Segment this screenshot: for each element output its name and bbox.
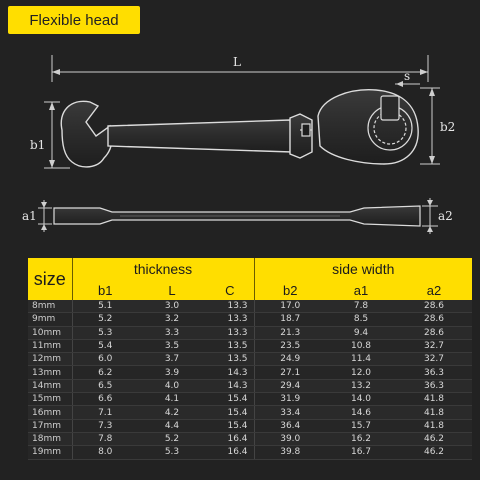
b1-cell: 7.3 xyxy=(72,419,138,432)
size-cell: 13mm xyxy=(28,366,72,379)
a2-cell: 46.2 xyxy=(396,432,472,445)
b2-cell: 18.7 xyxy=(254,313,326,326)
a1-cell: 16.2 xyxy=(326,432,396,445)
c-cell: 16.4 xyxy=(206,432,254,445)
side-width-header: side width xyxy=(254,258,472,280)
b1-cell: 8.0 xyxy=(72,446,138,459)
b1-label: b1 xyxy=(30,138,46,152)
a1-cell: 9.4 xyxy=(326,326,396,339)
a1-cell: 11.4 xyxy=(326,353,396,366)
c-cell: 13.3 xyxy=(206,313,254,326)
title-badge: Flexible head xyxy=(8,6,140,34)
size-cell: 10mm xyxy=(28,326,72,339)
b2-cell: 39.0 xyxy=(254,432,326,445)
a1-dimension xyxy=(38,200,52,232)
c-cell: 15.4 xyxy=(206,393,254,406)
l-cell: 4.2 xyxy=(138,406,206,419)
size-cell: 9mm xyxy=(28,313,72,326)
l-cell: 5.2 xyxy=(138,432,206,445)
length-label: L xyxy=(233,55,241,69)
b2-cell: 21.3 xyxy=(254,326,326,339)
a1-cell: 14.0 xyxy=(326,393,396,406)
a2-cell: 32.7 xyxy=(396,353,472,366)
a2-cell: 32.7 xyxy=(396,339,472,352)
a2-cell: 41.8 xyxy=(396,393,472,406)
b1-cell: 6.5 xyxy=(72,379,138,392)
b2-dimension xyxy=(420,88,440,164)
a1-cell: 15.7 xyxy=(326,419,396,432)
size-cell: 12mm xyxy=(28,353,72,366)
size-header: size xyxy=(28,258,72,300)
l-cell: 3.5 xyxy=(138,339,206,352)
size-cell: 16mm xyxy=(28,406,72,419)
b2-cell: 27.1 xyxy=(254,366,326,379)
a2-cell: 41.8 xyxy=(396,406,472,419)
l-cell: 3.9 xyxy=(138,366,206,379)
spec-table xyxy=(28,258,472,460)
s-label: s xyxy=(404,69,411,83)
size-cell: 17mm xyxy=(28,419,72,432)
a2-cell: 28.6 xyxy=(396,313,472,326)
wrench-dimension-drawing xyxy=(0,40,480,240)
a1-cell: 16.7 xyxy=(326,446,396,459)
spec-table-body xyxy=(28,300,472,459)
table-row xyxy=(28,366,472,379)
col-header-a1: a1 xyxy=(326,280,396,300)
b2-cell: 31.9 xyxy=(254,393,326,406)
b2-cell: 24.9 xyxy=(254,353,326,366)
b1-cell: 7.1 xyxy=(72,406,138,419)
a2-dimension xyxy=(422,198,438,234)
c-cell: 14.3 xyxy=(206,379,254,392)
a2-label: a2 xyxy=(438,209,453,223)
l-cell: 3.7 xyxy=(138,353,206,366)
l-cell: 3.0 xyxy=(138,300,206,313)
b1-cell: 5.4 xyxy=(72,339,138,352)
col-header-c: C xyxy=(206,280,254,300)
b2-label: b2 xyxy=(440,120,456,134)
b1-cell: 6.0 xyxy=(72,353,138,366)
a2-cell: 28.6 xyxy=(396,326,472,339)
size-cell: 19mm xyxy=(28,446,72,459)
size-cell: 8mm xyxy=(28,300,72,313)
b1-cell: 5.3 xyxy=(72,326,138,339)
a2-cell: 41.8 xyxy=(396,419,472,432)
table-row xyxy=(28,432,472,445)
a1-label: a1 xyxy=(22,209,37,223)
a1-cell: 8.5 xyxy=(326,313,396,326)
b2-cell: 39.8 xyxy=(254,446,326,459)
thickness-header: thickness xyxy=(72,258,254,280)
b1-cell: 5.1 xyxy=(72,300,138,313)
table-row xyxy=(28,446,472,459)
col-header-b1: b1 xyxy=(72,280,138,300)
table-row xyxy=(28,393,472,406)
b2-cell: 33.4 xyxy=(254,406,326,419)
table-row xyxy=(28,313,472,326)
b2-cell: 29.4 xyxy=(254,379,326,392)
l-cell: 3.2 xyxy=(138,313,206,326)
l-cell: 4.0 xyxy=(138,379,206,392)
size-cell: 14mm xyxy=(28,379,72,392)
a2-cell: 28.6 xyxy=(396,300,472,313)
c-cell: 14.3 xyxy=(206,366,254,379)
table-row xyxy=(28,353,472,366)
a2-cell: 36.3 xyxy=(396,379,472,392)
b2-cell: 17.0 xyxy=(254,300,326,313)
a2-cell: 46.2 xyxy=(396,446,472,459)
table-row xyxy=(28,406,472,419)
c-cell: 13.5 xyxy=(206,339,254,352)
wrench-top-view xyxy=(61,90,418,167)
size-cell: 11mm xyxy=(28,339,72,352)
l-cell: 4.1 xyxy=(138,393,206,406)
table-row xyxy=(28,339,472,352)
a1-cell: 10.8 xyxy=(326,339,396,352)
table-row xyxy=(28,326,472,339)
col-header-a2: a2 xyxy=(396,280,472,300)
wrench-side-view xyxy=(54,206,420,226)
l-cell: 4.4 xyxy=(138,419,206,432)
c-cell: 16.4 xyxy=(206,446,254,459)
size-cell: 18mm xyxy=(28,432,72,445)
c-cell: 13.3 xyxy=(206,300,254,313)
a1-cell: 12.0 xyxy=(326,366,396,379)
c-cell: 13.5 xyxy=(206,353,254,366)
b2-cell: 36.4 xyxy=(254,419,326,432)
b1-cell: 7.8 xyxy=(72,432,138,445)
col-header-l: L xyxy=(138,280,206,300)
a2-cell: 36.3 xyxy=(396,366,472,379)
table-row xyxy=(28,419,472,432)
l-cell: 3.3 xyxy=(138,326,206,339)
a1-cell: 13.2 xyxy=(326,379,396,392)
l-cell: 5.3 xyxy=(138,446,206,459)
a1-cell: 7.8 xyxy=(326,300,396,313)
b2-cell: 23.5 xyxy=(254,339,326,352)
table-row xyxy=(28,379,472,392)
table-row xyxy=(28,300,472,313)
c-cell: 13.3 xyxy=(206,326,254,339)
b1-cell: 5.2 xyxy=(72,313,138,326)
b1-cell: 6.2 xyxy=(72,366,138,379)
a1-cell: 14.6 xyxy=(326,406,396,419)
c-cell: 15.4 xyxy=(206,419,254,432)
col-header-b2: b2 xyxy=(254,280,326,300)
b1-cell: 6.6 xyxy=(72,393,138,406)
size-cell: 15mm xyxy=(28,393,72,406)
c-cell: 15.4 xyxy=(206,406,254,419)
